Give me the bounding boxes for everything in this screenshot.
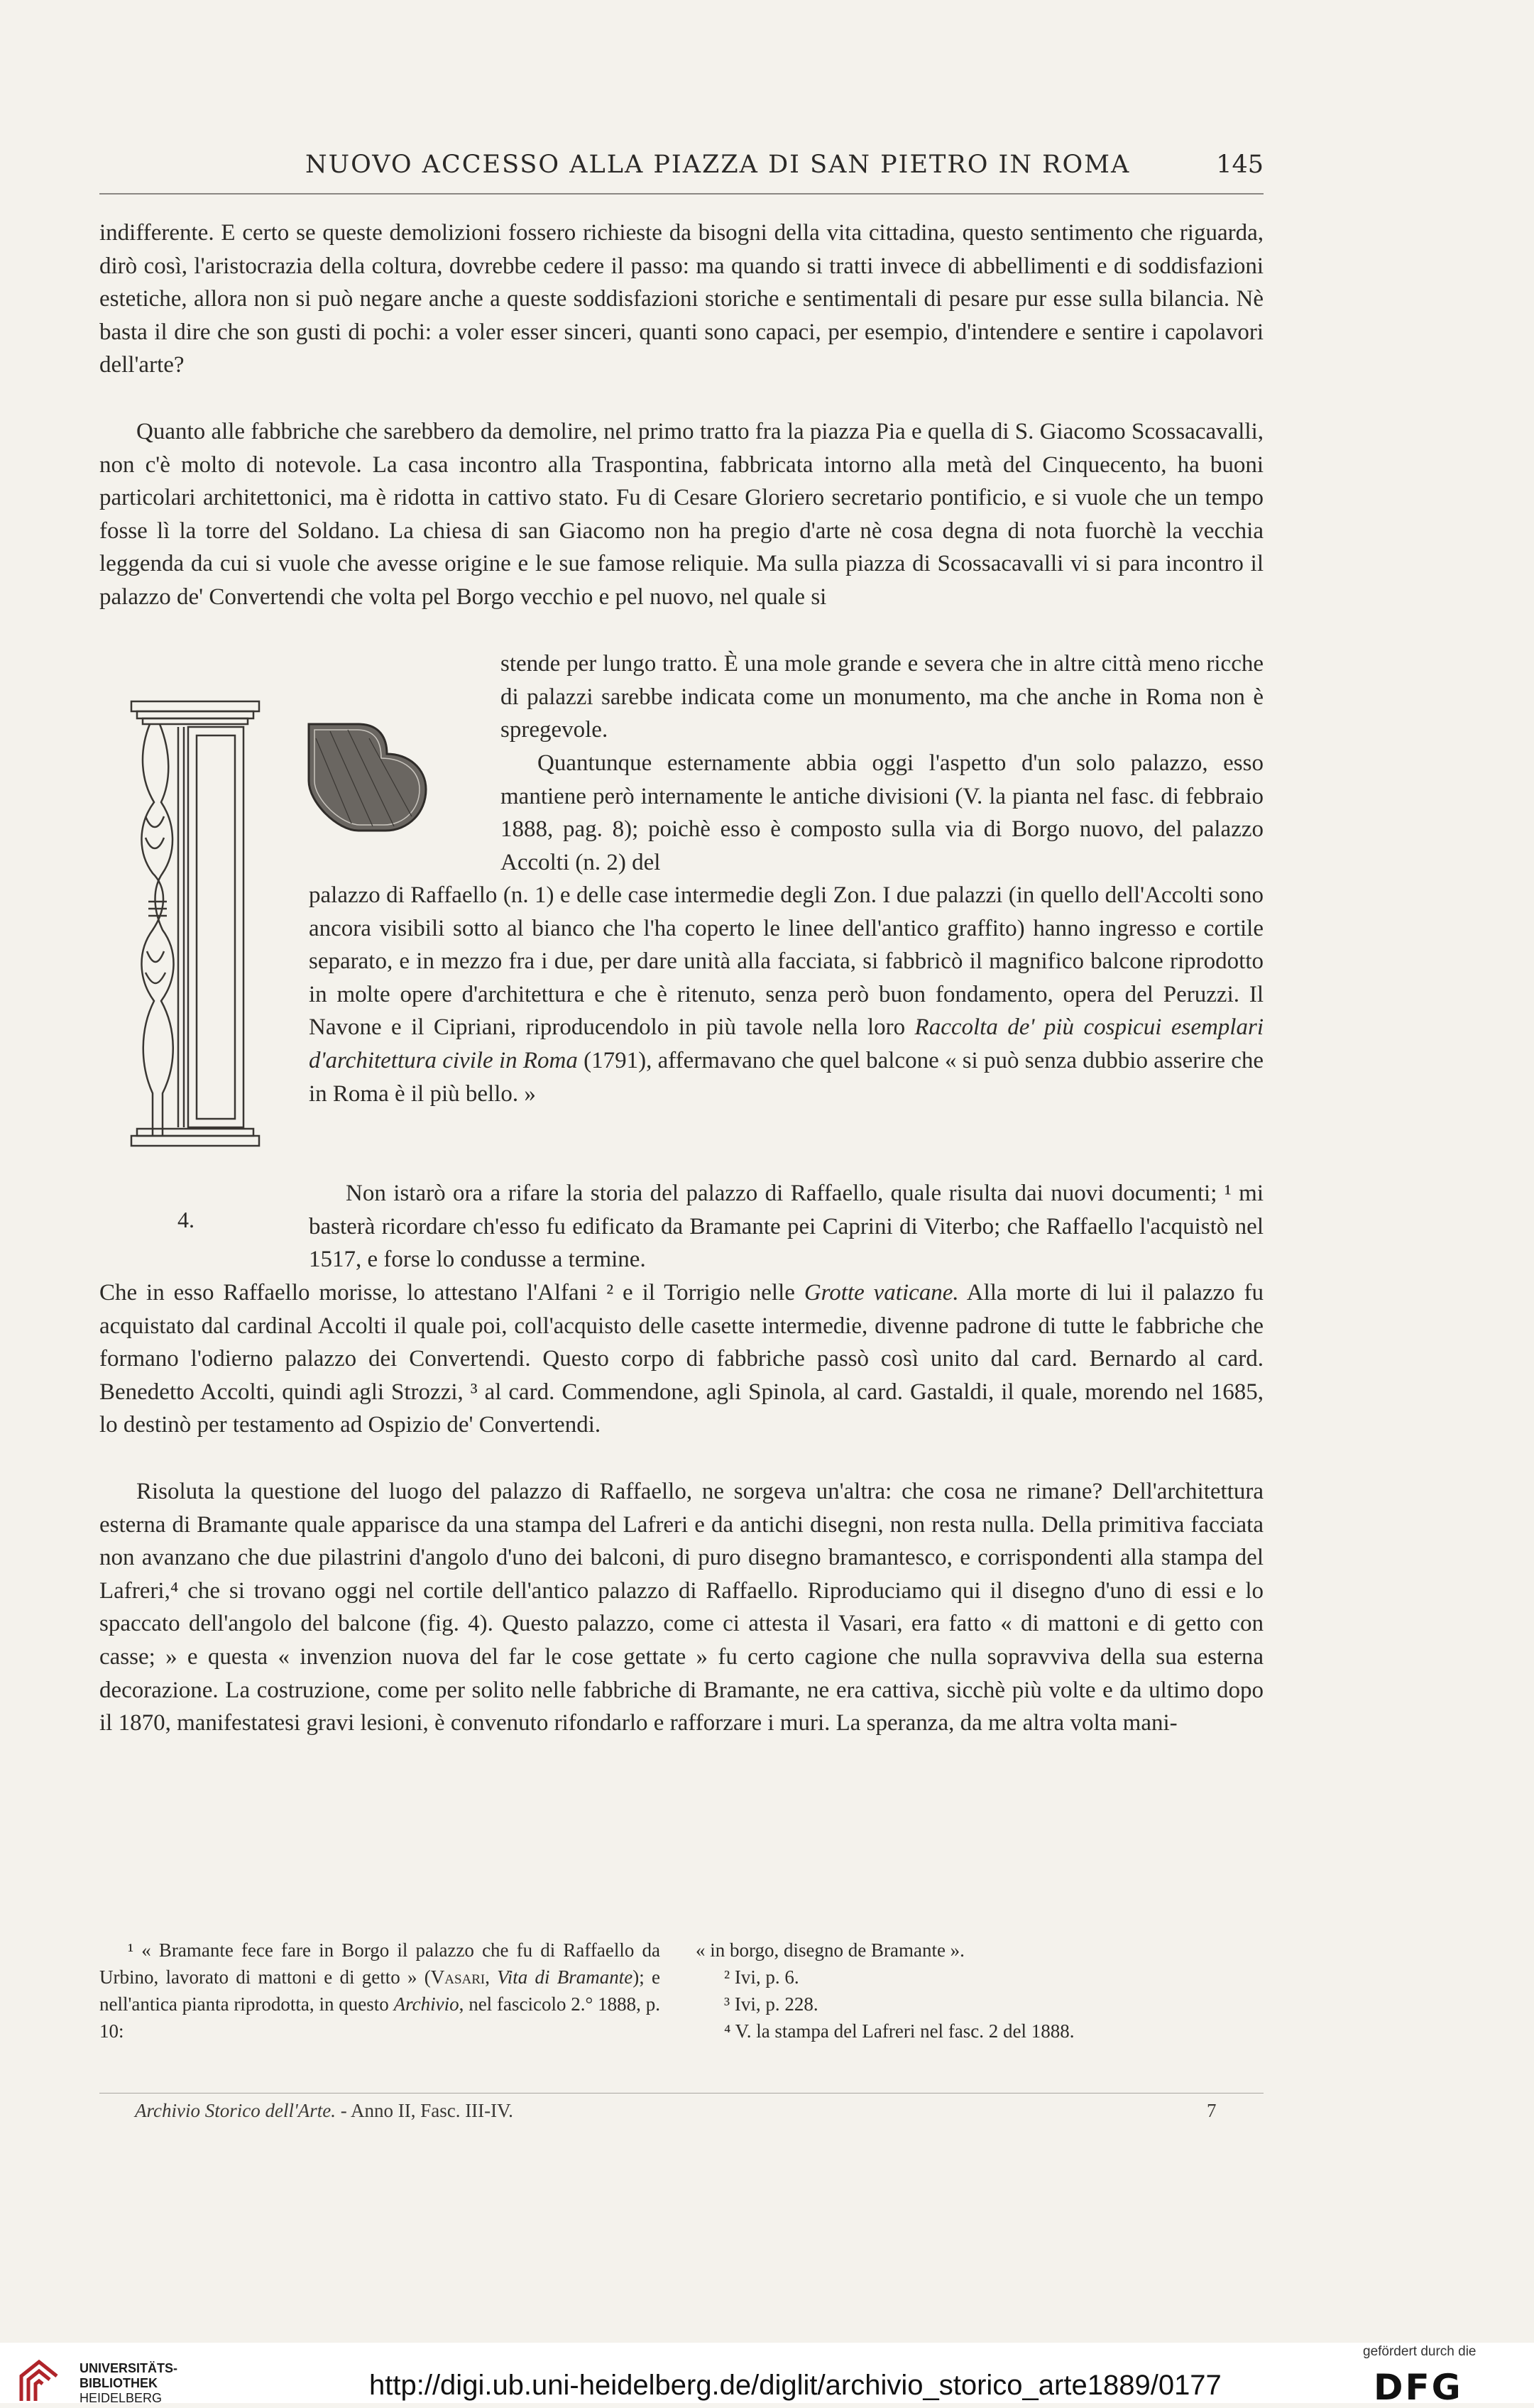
paragraph-3: stende per lungo tratto. È una mole grande e severa che in altre città meno ricche di palazzi sarebbe indicata come un monumento, ma che anche in Roma non è spregevole. [500, 651, 1264, 743]
paragraph-6: Non istarò ora a rifare la storia del palazzo di Raffaello, quale risulta dai nuovi documenti; ¹ mi basterà ricordare ch'esso fu edificato da Bramante pei Caprini di Viterbo; che Raffaello l'acquistò nel 1517, e forse lo condusse a termine. [309, 1181, 1264, 1273]
paragraph-8: Risoluta la questione del luogo del palazzo di Raffaello, ne sorgeva un'altra: che cosa ne rimane? Dell'architettura esterna di Bramante quale apparisce da una stampa del Lafreri e da antichi disegni, non resta nulla. Della primitiva facciata non avanzano che due pilastrini d'angolo d'uno dei balconi, di puro disegno bramantesco, e corrispondenti alla stampa del Lafreri,⁴ che si trovano oggi nel cortile dell'antico palazzo di Raffaello. Riproduciamo qui il disegno d'uno di essi e lo spaccato dell'angolo del balcone (fig. 4). Questo palazzo, come ci attesta il Vasari, era fatto « di mattoni e di getto con casse; » e questa « invenzion nuova del far le cose gettate » fu certo cagione che nulla sopravviva della sua esterna decorazione. La costruzione, come per solito nelle fabbriche di Bramante, ne era cattiva, sicchè più volte e da ultimo dopo il 1870, manifestatesi gravi lesioni, è convenuto rifondarlo e rafforzare i muri. La speranza, da me altra volta mani- [99, 1479, 1264, 1736]
paragraph-7-rest: Alla morte di lui il palazzo fu acquistato dal cardinal Accolti il quale poi, coll'acquisto delle casette intermedie, divenne padrone di tutte le fabbriche che formano l'odierno palazzo dei Convertendi. Questo corpo di fabbriche passò così unito dal card. Bernardo al card. Benedetto Accolti, quindi agli Strozzi, ³ al card. Commendone, agli Spinola, al card. Gastaldi, il quale, morendo nel 1685, lo destinò per testamento ad Ospizio de' Convertendi. [99, 1280, 1264, 1438]
footnote-1-middle: ); e nell'antica pianta riprodotta, in questo [99, 1966, 660, 2015]
paragraph-1: indifferente. E certo se queste demolizioni fossero richieste da bisogni della vita cittadina, questo sentimento che riguarda, dirò così, l'aristocrazia della coltura, dovrebbe cedere il passo: ma quando si tratti invece di abbellimenti e di soddisfazioni estetiche, allora non si può negare anche a queste soddisfazioni storiche e sentimentali di pesare pur esse sulla bilancia. Nè basta il dire che son gusti di pochi: a voler esser sinceri, quanti sono capaci, per esempio, d'intendere e sentire i capolavori dell'arte? [99, 220, 1264, 378]
pilaster-illustration [117, 696, 486, 1157]
capital-top [131, 701, 259, 711]
paragraph-4: Quantunque esternamente abbia oggi l'aspetto d'un solo palazzo, esso mantiene però internamente le antiche divisioni (V. la pianta nel fasc. di febbraio 1888, pag. 8); poichè esso è composto sulla via di Borgo nuovo, del palazzo Accolti (n. 2) del [500, 750, 1264, 875]
header-rule [99, 193, 1264, 195]
paragraph-5-tail: (1791), affermavano che quel balcone « si può senza dubbio asserire che in Roma è il più bello. » [309, 1047, 1264, 1107]
figure-label: 4. [177, 1207, 195, 1232]
footnote-column-left [99, 1937, 660, 2045]
figure-pilaster-drawing [117, 696, 486, 1157]
balcony-section [309, 724, 426, 831]
paragraph-7 [99, 1276, 1264, 1442]
journal-name: Archivio Storico dell'Arte. [135, 2100, 336, 2121]
footnote-1-end: , nel fascicolo 2.° 1888, p. 10: [99, 1993, 660, 2042]
footer-rule [99, 2093, 1264, 2094]
footnote-1-title: Vita di Bramante [497, 1966, 633, 1988]
library-name [80, 2361, 177, 2406]
footnote-1-journal: Archivio [393, 1993, 459, 2015]
footnote-1-quote: ¹ « Bramante fece fare in Borgo il palazzo che fu di Raffaello da Urbino, lavorato di mattoni e di getto » ( [99, 1939, 660, 1988]
dfg-logo: DFG [1374, 2367, 1463, 2408]
footnote-1 [99, 1937, 660, 2045]
footnote-1-continuation: « in borgo, disegno de Bramante ». [696, 1939, 965, 1961]
footnote-3: ³ Ivi, p. 228. [724, 1993, 818, 2015]
footnote-1-author: Vasari [430, 1966, 486, 1988]
paragraph-5-text: palazzo di Raffaello (n. 1) e delle case intermedie degli Zon. I due palazzi (in quello dell'Accolti sono ancora visibili sotto al bianco che l'ha coperto le linee dell'antico graffito) hanno ingresso e cortile separato, e in mezzo fra i due, per dare unità alla facciata, si fabbricò il magnifico balcone riprodotto in molte opere d'architettura e che è ritenuto, senza però buon fondamento, opera del Peruzzi. Il Navone e il Cipriani, riproducendolo in più tavole nella loro [309, 882, 1264, 1041]
book-title: Raccolta de' più cospicui esemplari d'architettura civile in Roma [309, 1014, 1264, 1073]
funded-by-text: gefördert durch die [1363, 2344, 1477, 2359]
footnotes [99, 1937, 1264, 2086]
library-name-line2: BIBLIOTHEK [80, 2376, 158, 2390]
journal-issue: - Anno II, Fasc. III-IV. [335, 2100, 513, 2121]
footnote-2: ² Ivi, p. 6. [724, 1966, 799, 1988]
library-name-line3: HEIDELBERG [80, 2391, 163, 2405]
baluster-outline [141, 724, 163, 1136]
library-name-line1: UNIVERSITÄTS- [80, 2361, 178, 2375]
footnote-1-sep: , [485, 1966, 498, 1988]
paragraph-7-start: Che in esso Raffaello morisse, lo attestano l'Alfani ² e il Torrigio nelle [99, 1280, 795, 1306]
source-url-link[interactable]: http://digi.ub.uni-heidelberg.de/diglit/archivio_storico_arte1889/0177 [369, 2370, 1222, 2401]
signature-mark: 7 [1207, 2100, 1217, 2121]
running-title: NUOVO ACCESSO ALLA PIAZZA DI SAN PIETRO IN ROMA [305, 150, 1131, 179]
library-logo-icon [14, 2358, 64, 2408]
page-number: 145 [1216, 150, 1264, 179]
footnote-4: ⁴ V. la stampa del Lafreri nel fasc. 2 del 1888. [724, 2020, 1075, 2042]
page-header [99, 150, 1264, 186]
grotte-title: Grotte vaticane. [804, 1280, 959, 1306]
footnote-column-right [696, 1937, 1264, 2045]
paragraph-2: Quanto alle fabbriche che sarebbero da demolire, nel primo tratto fra la piazza Pia e quella di S. Giacomo Scossacavalli, non c'è molto di notevole. La casa incontro alla Traspontina, fabbricata intorno alla metà del Cinquecento, ha buoni particolari architettonici, ma è ridotta in cattivo stato. Fu di Cesare Gloriero secretario pontificio, e si vuole che un tempo fosse lì la torre del Soldano. La chiesa di san Giacomo non ha pregio d'arte nè cosa degna di nota fuorchè la vecchia leggenda da cui si vuole che avesse origine e le sue famose reliquie. Ma sulla piazza di Scossacavalli vi si para incontro il palazzo de' Convertendi che volta pel Borgo vecchio e pel nuovo, nel quale si [99, 419, 1264, 610]
journal-line [135, 2100, 513, 2122]
